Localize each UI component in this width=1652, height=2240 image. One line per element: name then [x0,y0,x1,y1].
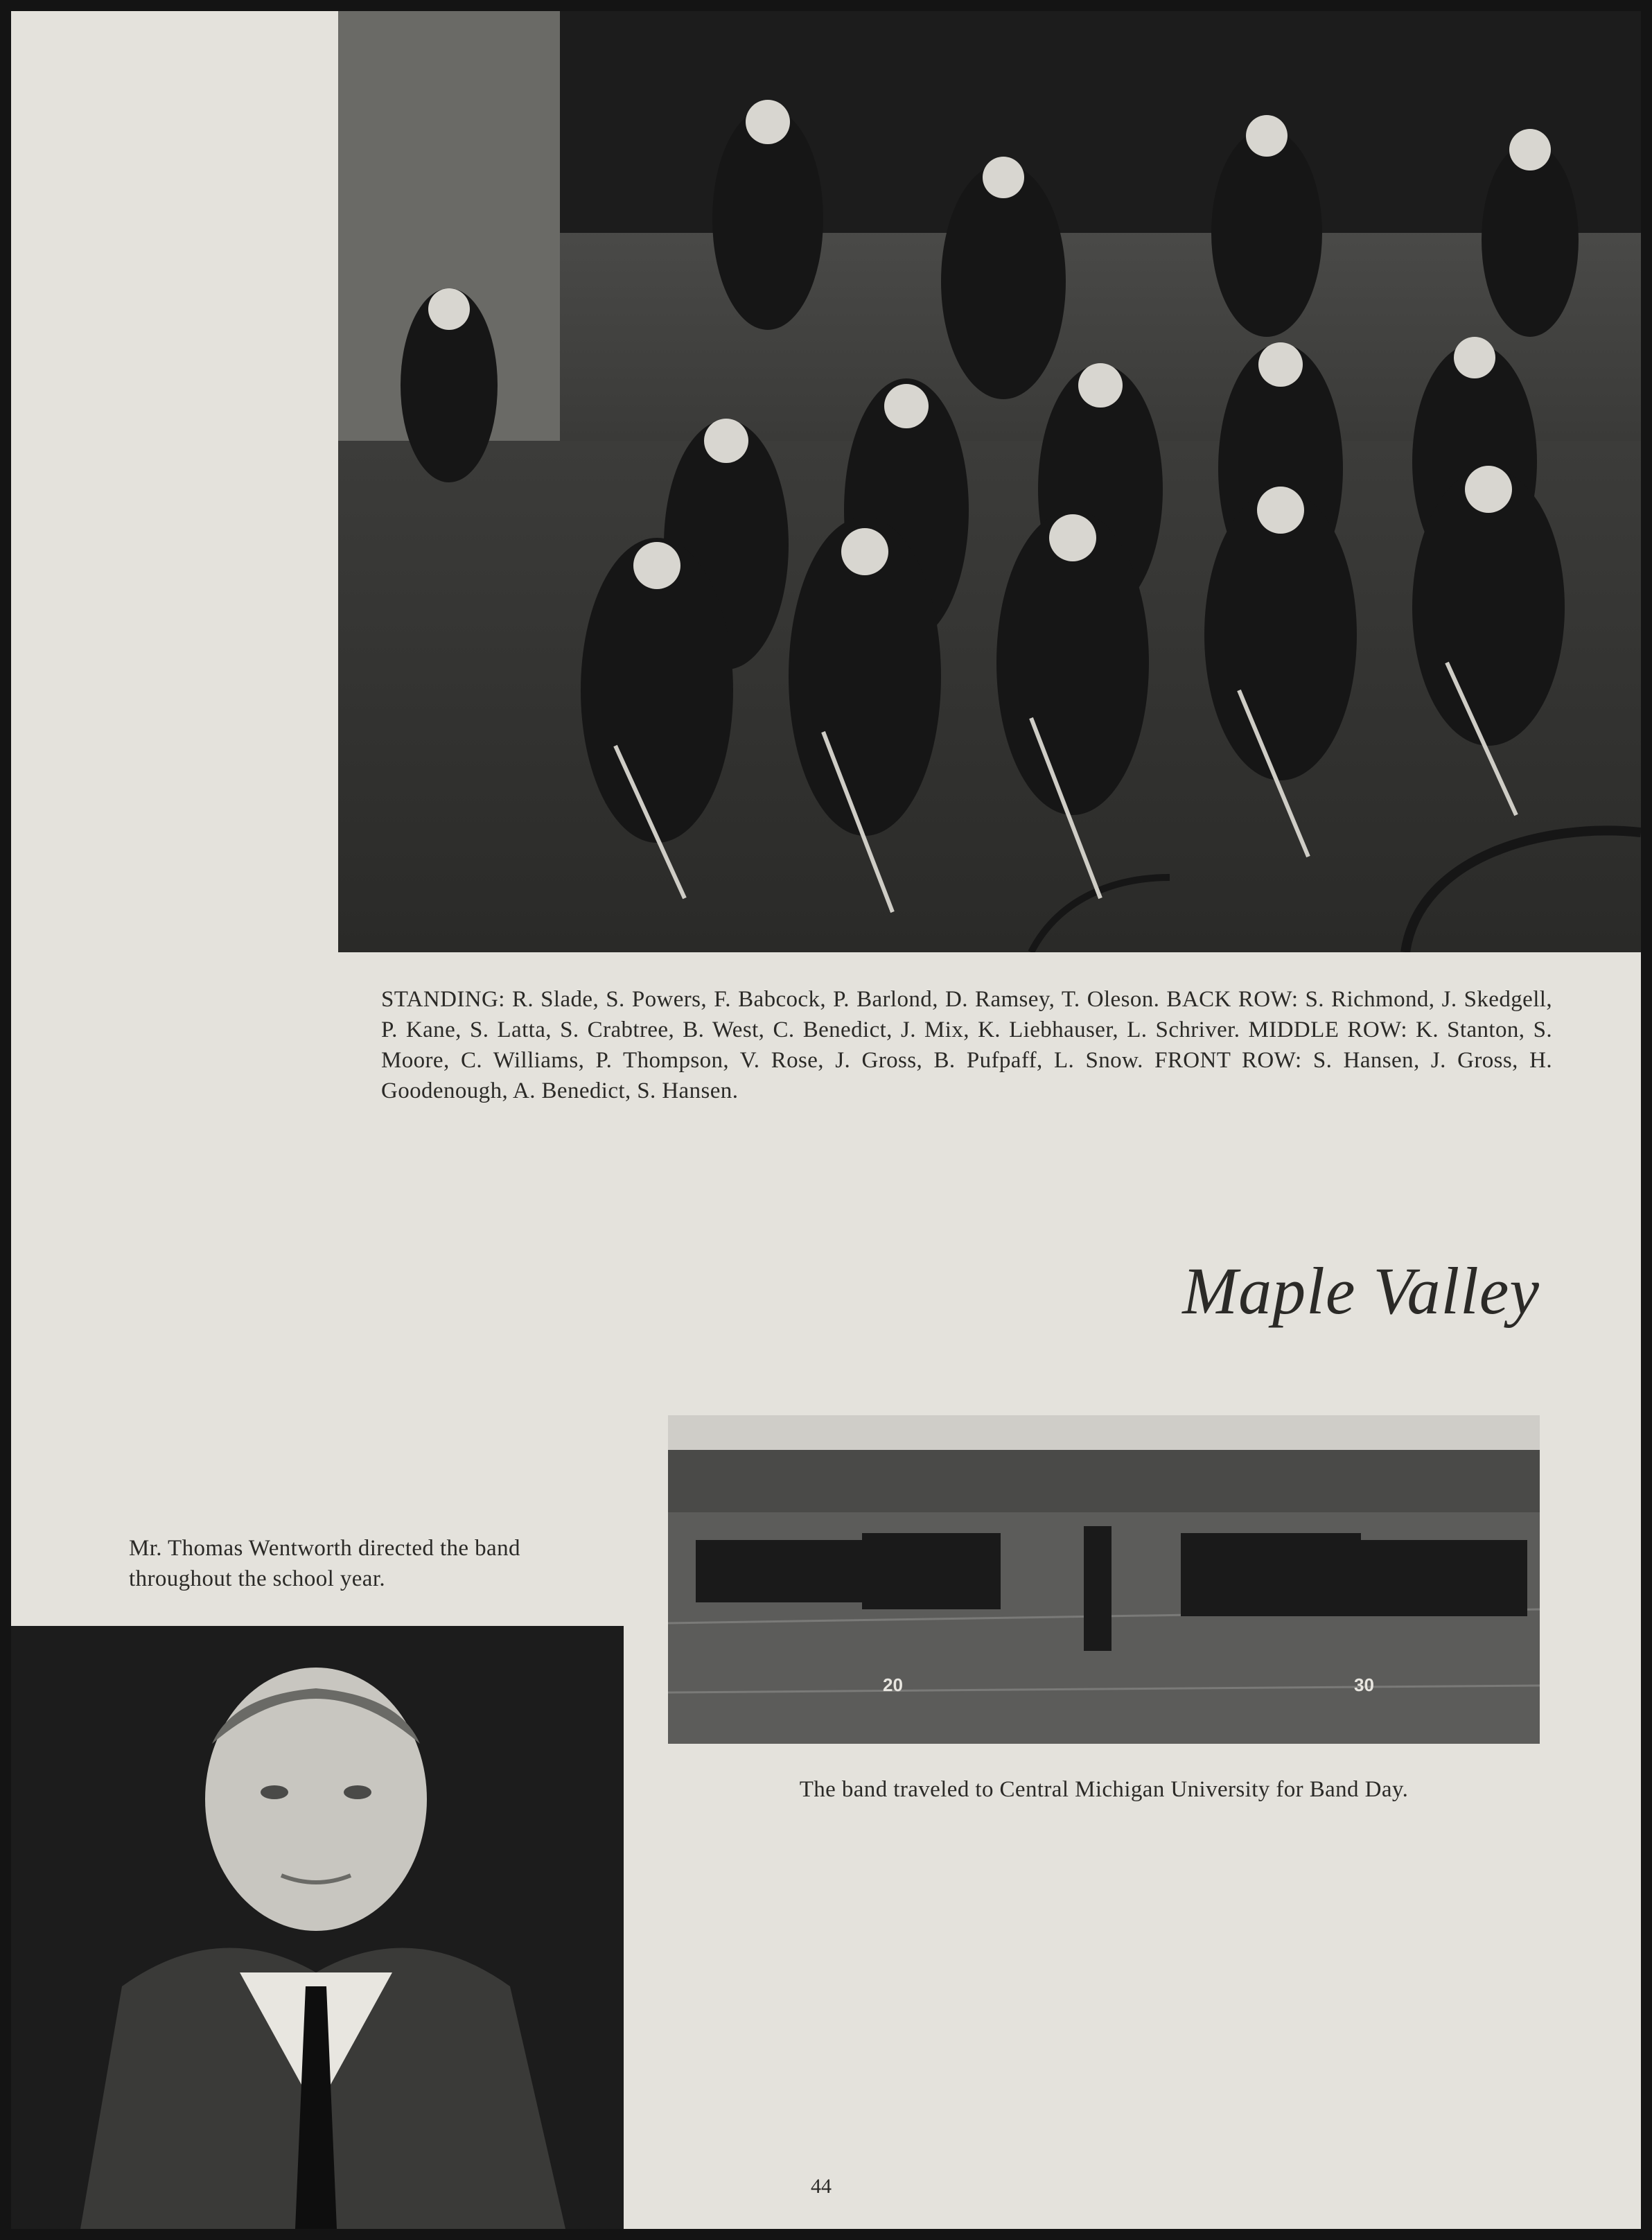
director-portrait-graphic [11,1626,624,2229]
field-photo [668,1415,1540,1744]
field-caption: The band traveled to Central Michigan University for Band Day. [799,1777,1409,1802]
field-marker-right: 30 [1354,1674,1374,1695]
director-portrait-photo [11,1626,624,2229]
field-photo-graphic [668,1415,1540,1744]
page-number: 44 [811,2175,832,2198]
director-caption: Mr. Thomas Wentworth directed the band throughout the school year. [129,1536,520,1591]
band-group-photo [338,11,1641,952]
band-group-caption: STANDING: R. Slade, S. Powers, F. Babcock, P. Barlond, D. Ramsey, T. Oleson. BACK ROW: S. Richmond, J. Skedgell, P. Kane, S. Latta, S. Crabtree, B. West, C. Benedict, J. Mix, K. Liebhauser, L. Schriver. MIDDLE ROW: K. Stanton, S. Moore, C. Williams, P. Thompson, V. Rose, J. Gross, B. Pufpaff, L. Snow. FRONT ROW: S. Hansen, J. Gross, H. Goodenough, A. Benedict, S. Hansen. [381,987,1552,1103]
page-heading: Maple Valley [1182,1254,1540,1328]
yearbook-page [11,11,1641,2229]
field-marker-left: 20 [883,1674,903,1695]
band-group-photo-graphic [338,11,1641,952]
